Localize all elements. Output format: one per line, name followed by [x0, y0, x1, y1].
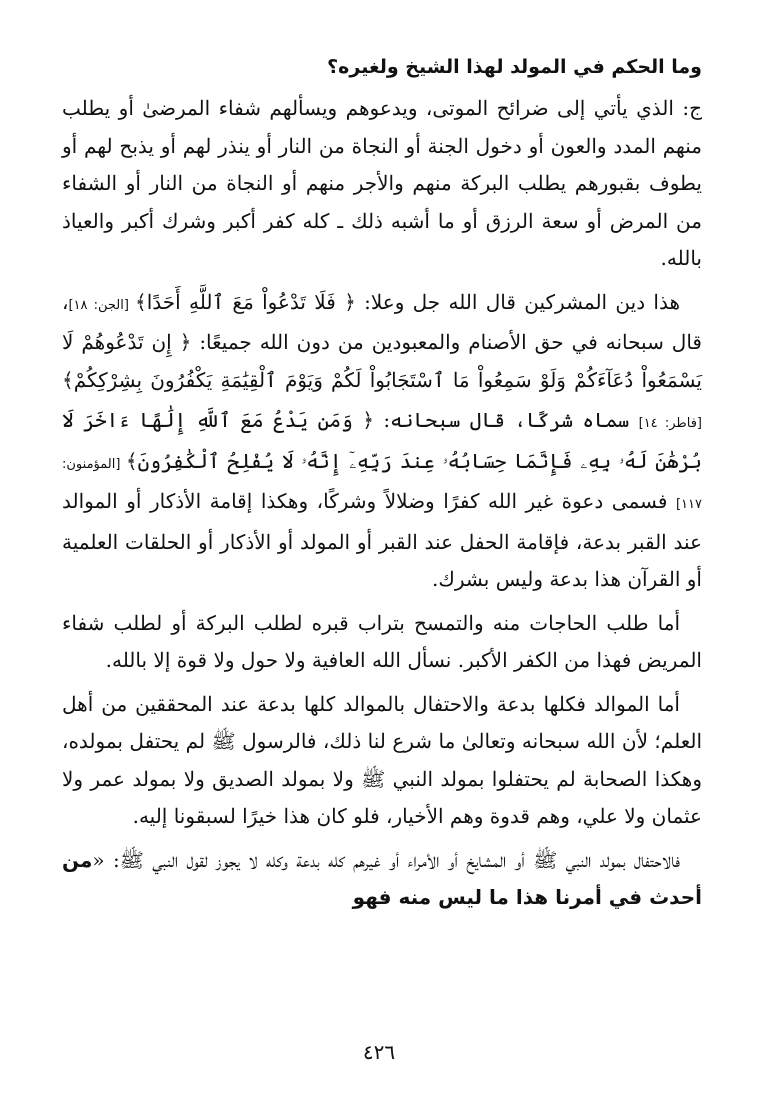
- answer-paragraph: ج: الذي يأتي إلى ضرائح الموتى، ويدعوهم ويسألهم شفاء المرضىٰ أو يطلب منهم المدد والعون أو دخول الجنة أو النجاة من النار أو ينذر لهم أو يذبح لهم أو يطوف بقبورهم يطلب البركة منهم والأجر منهم أو النجاة من النار أو الشفاء من المرض أو سعة الرزق أو ما أشبه ذلك ـ كله كفر أكبر وشرك أكبر والعياذ بالله.: [62, 96, 702, 270]
- page-body: [62, 52, 702, 917]
- verse-reference: [فاطر: ١٤]: [638, 416, 702, 431]
- paragraph-text: هذا دين المشركين قال الله جل وعلا:: [355, 289, 681, 314]
- grave-practices-paragraph: أما طلب الحاجات منه والتمسح بتراب قبره لطلب البركة أو لطلب شفاء المريض فهذا من الكفر الأكبر. نسأل الله العافية ولا حول ولا قوة إلا بالله.: [62, 610, 702, 672]
- page-number: ٤٢٦: [362, 1040, 396, 1064]
- quran-evidence-paragraph: [62, 284, 702, 599]
- paragraph-text: سماه شركًا، قال سبحانه:: [373, 408, 639, 432]
- quran-verse: ﴿ وَمَن يَدْعُ مَعَ ٱللَّهِ إِلَٰهًا ءَاخَرَ لَا بُرْهَٰنَ لَهُۥ بِهِۦ فَإِنَّمَا حِسَابُهُۥ عِندَ رَبِّهِۦٓ إِنَّهُۥ لَا يُفْلِحُ ٱلْكَٰفِرُونَ﴾: [62, 408, 702, 473]
- mawlid-ruling-paragraph: أما الموالد فكلها بدعة والاحتفال بالموالد كلها بدعة عند المحققين من أهل العلم؛ لأن الله سبحانه وتعالىٰ ما شرع لنا ذلك، فالرسول ﷺ لم يحتفل بمولده، وهكذا الصحابة لم يحتفلوا بمولد النبي ﷺ ولا بمولد الصديق ولا بمولد عمر ولا عثمان ولا علي، وهم قدوة وهم الأخيار، فلو كان هذا خيرًا لسبقونا إليه.: [62, 691, 702, 828]
- paragraph-text: فسمى دعوة غير الله كفرًا وضلالاً وشركًا، وهكذا إقامة الأذكار أو الموالد عند القبر بدعة، فإقامة الحفل عند القبر أو المولد أو الأذكار أو الحلقات العلمية أو القرآن هذا بدعة وليس بشرك.: [62, 489, 702, 591]
- paragraph-text: ، قال سبحانه في حق الأصنام والمعبودين من دون الله جميعًا:: [62, 289, 702, 354]
- verse-reference: [الجن: ١٨]: [68, 297, 135, 313]
- verse-reference: [المؤمنون: ١١٧]: [62, 456, 702, 512]
- quran-verse: ﴿ إِن تَدْعُوهُمْ لَا يَسْمَعُواْ دُعَآءَكُمْ وَلَوْ سَمِعُواْ مَا ٱسْتَجَابُواْ لَكُمْ وَيَوْمَ ٱلْقِيَٰمَةِ يَكْفُرُونَ بِشِرْكِكُمْ﴾: [62, 330, 702, 392]
- quran-verse: ﴿ فَلَا تَدْعُواْ مَعَ ٱللَّهِ أَحَدًا﴾: [134, 289, 356, 314]
- hadith-quote: من أحدث في أمرنا هذا ما ليس منه فهو: [62, 847, 702, 909]
- hadith-paragraph: [62, 842, 702, 917]
- section-question-heading: وما الحكم في المولد لهذا الشيخ ولغيره؟: [327, 56, 702, 78]
- paragraph-text: فالاحتفال بمولد النبي ﷺ أو المشايخ أو الأمراء أو غيرهم كله بدعة وكله لا يجوز لقول النبي ﷺ: «: [92, 847, 680, 872]
